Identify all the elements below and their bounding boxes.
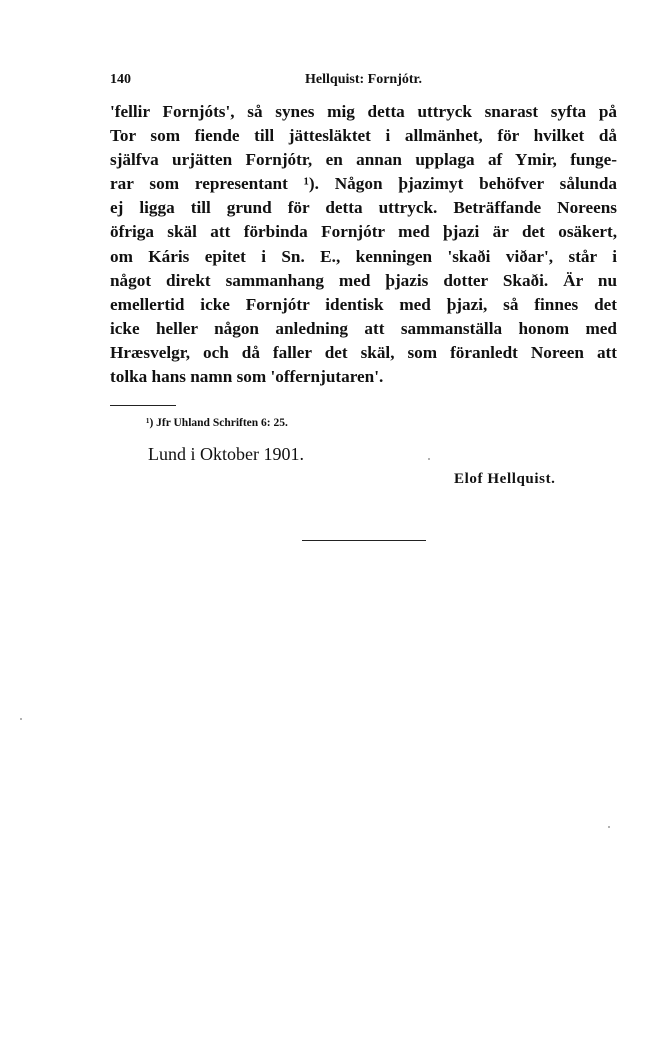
end-rule (302, 540, 426, 541)
text-line: emellertid icke Fornjótr identisk med þjazi, så finnes det (110, 294, 617, 314)
page-number: 140 (110, 72, 131, 87)
text-line: rar som representant ¹). Någon þjazimyt behöfver sålunda (110, 174, 617, 194)
body-paragraph (110, 100, 617, 389)
text-line: något direkt sammanhang med þjazis dotter Skaði. Är nu (110, 270, 617, 290)
footnote-rule (110, 405, 176, 406)
text-line: 'fellir Fornjóts', så synes mig detta uttryck snarast syfta på (110, 102, 617, 121)
scan-speck (608, 826, 610, 828)
running-title: Hellquist: Fornjótr. (305, 72, 422, 87)
signature: Elof Hellquist. (454, 471, 556, 487)
dateline: Lund i Oktober 1901. (148, 444, 304, 464)
footnote: ¹) Jfr Uhland Schriften 6: 25. (146, 417, 288, 429)
text-line: icke heller någon anledning att sammanställa honom med (110, 318, 617, 338)
scan-speck (428, 458, 430, 460)
running-head (110, 72, 617, 92)
text-line: öfriga skäl att förbinda Fornjótr med þjazi är det osäkert, (110, 222, 617, 242)
text-line: Hræsvelgr, och då faller det skäl, som föranledt Noreen att (110, 342, 617, 362)
text-line: ej ligga till grund för detta uttryck. Beträffande Noreens (110, 198, 617, 218)
text-line: om Káris epitet i Sn. E., kenningen 'skaði viðar', står i (110, 246, 617, 266)
text-line: Tor som fiende till jättesläktet i allmänhet, för hvilket då (110, 126, 617, 146)
text-line: själfva urjätten Fornjótr, en annan upplaga af Ymir, funge- (110, 150, 617, 170)
text-line: tolka hans namn som 'offernjutaren'. (110, 367, 384, 387)
scan-speck (20, 718, 22, 720)
